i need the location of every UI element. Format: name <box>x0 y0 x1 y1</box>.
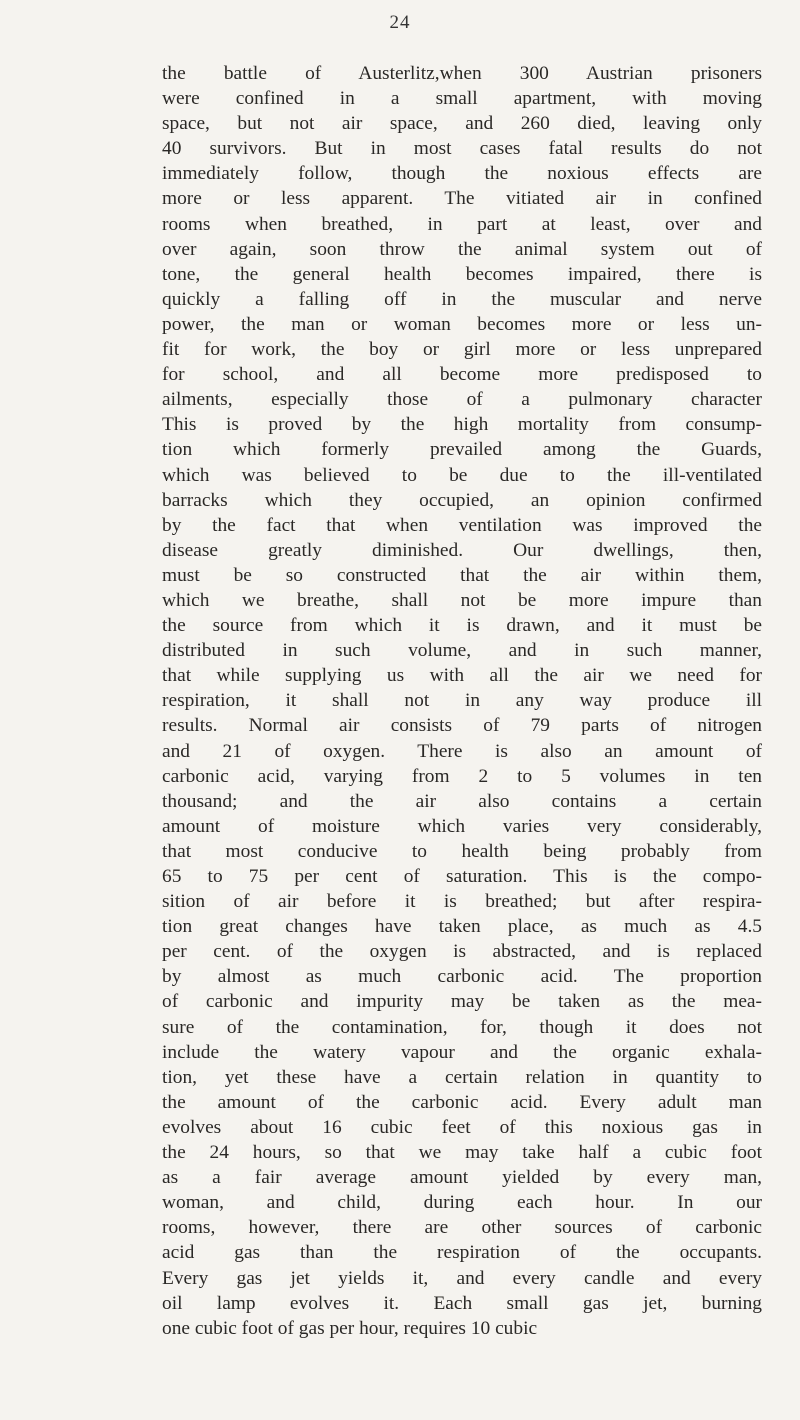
text-line: which was believed to be due to the ill-ventilated <box>162 464 762 486</box>
text-line: must be so constructed that the air within them, <box>162 564 762 586</box>
text-line: 40 survivors. But in most cases fatal results do not <box>162 138 762 160</box>
text-line: quickly a falling off in the muscular and nerve <box>162 288 762 310</box>
text-line: fit for work, the boy or girl more or less unprepared <box>162 339 762 361</box>
text-line: immediately follow, though the noxious effects are <box>162 163 762 185</box>
text-line: more or less apparent. The vitiated air in confined <box>162 188 762 210</box>
text-line: the 24 hours, so that we may take half a cubic foot <box>162 1142 762 1164</box>
text-line: for school, and all become more predisposed to <box>162 364 762 386</box>
text-line: thousand; and the air also contains a certain <box>162 790 762 812</box>
text-line: the amount of the carbonic acid. Every adult man <box>162 1091 762 1113</box>
text-line: woman, and child, during each hour. In our <box>162 1192 762 1214</box>
text-line: tone, the general health becomes impaired, there is <box>162 263 762 285</box>
text-line: tion great changes have taken place, as much as 4.5 <box>162 916 762 938</box>
text-line: as a fair average amount yielded by every man, <box>162 1167 762 1189</box>
text-line: sure of the contamination, for, though it does not <box>162 1016 762 1038</box>
text-line: by almost as much carbonic acid. The proportion <box>162 966 762 988</box>
text-line: sition of air before it is breathed; but after respira- <box>162 891 762 913</box>
text-line: Every gas jet yields it, and every candle and every <box>162 1267 762 1289</box>
text-line: space, but not air space, and 260 died, leaving only <box>162 113 762 135</box>
text-line: power, the man or woman becomes more or less un- <box>162 313 762 335</box>
text-line: distributed in such volume, and in such manner, <box>162 640 762 662</box>
body-text <box>162 61 762 1341</box>
text-line: per cent. of the oxygen is abstracted, and is replaced <box>162 941 762 963</box>
text-line: were confined in a small apartment, with moving <box>162 88 762 110</box>
page-number: 24 <box>389 12 411 33</box>
text-line: tion which formerly prevailed among the Guards, <box>162 439 762 461</box>
text-line: that while supplying us with all the air we need for <box>162 665 762 687</box>
text-line: respiration, it shall not in any way produce ill <box>162 690 762 712</box>
text-line: of carbonic and impurity may be taken as the mea- <box>162 991 762 1013</box>
text-line: acid gas than the respiration of the occupants. <box>162 1242 762 1264</box>
text-line: oil lamp evolves it. Each small gas jet, burning <box>162 1292 762 1314</box>
text-line: which we breathe, shall not be more impure than <box>162 589 762 611</box>
text-line: one cubic foot of gas per hour, requires 10 cubic <box>162 1317 538 1339</box>
text-line: barracks which they occupied, an opinion confirmed <box>162 489 762 511</box>
text-line: results. Normal air consists of 79 parts of nitrogen <box>162 715 762 737</box>
text-line: that most conducive to health being probably from <box>162 840 762 862</box>
text-line: the battle of Austerlitz,when 300 Austrian prisoners <box>162 63 762 84</box>
text-line: and 21 of oxygen. There is also an amount of <box>162 740 762 762</box>
text-line: 65 to 75 per cent of saturation. This is the compo- <box>162 866 762 887</box>
text-line: evolves about 16 cubic feet of this noxious gas in <box>162 1116 762 1138</box>
text-line: include the watery vapour and the organic exhala- <box>162 1041 762 1063</box>
text-line: amount of moisture which varies very considerably, <box>162 815 762 837</box>
text-line: rooms when breathed, in part at least, over and <box>162 213 762 235</box>
text-line: ailments, especially those of a pulmonary character <box>162 389 762 411</box>
text-line: by the fact that when ventilation was improved the <box>162 514 762 536</box>
text-line: This is proved by the high mortality from consump- <box>162 414 762 436</box>
text-line: disease greatly diminished. Our dwellings, then, <box>162 539 762 561</box>
text-line: over again, soon throw the animal system out of <box>162 238 762 260</box>
text-line: tion, yet these have a certain relation in quantity to <box>162 1066 762 1088</box>
text-line: carbonic acid, varying from 2 to 5 volumes in ten <box>162 765 762 787</box>
text-line: rooms, however, there are other sources of carbonic <box>162 1217 762 1239</box>
text-line: the source from which it is drawn, and it must be <box>162 615 762 637</box>
